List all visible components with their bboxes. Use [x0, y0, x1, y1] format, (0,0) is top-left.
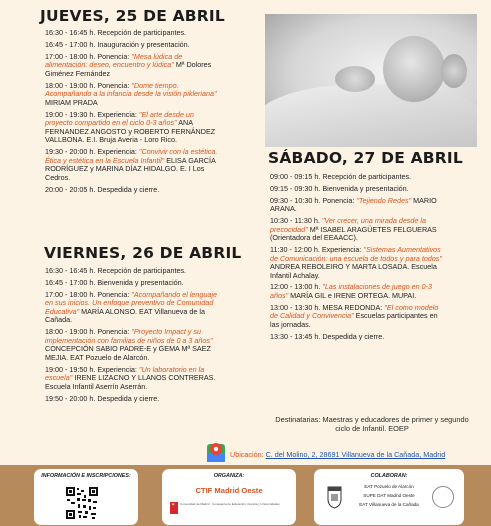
- location-label: Ubicación:: [230, 450, 264, 459]
- baby-photo: [265, 14, 477, 147]
- schedule-item: [45, 366, 222, 392]
- event-desc: Despedida y cierre.: [322, 331, 385, 341]
- event-title: "Sistemas Aumentativos de Comunicación: una escuela de todos y para todos": [270, 244, 442, 263]
- shield-icon: [326, 485, 343, 509]
- event-kind: Ponencia:: [97, 80, 130, 90]
- viernes-title: VIERNES, 26 DE ABRIL: [44, 244, 242, 262]
- info-box: [34, 469, 138, 525]
- event-desc: Recepción de participantes.: [97, 28, 187, 37]
- organiza-small-text: Comunidad de Madrid · Consejería de Educación, Ciencia y Universidades: [180, 502, 280, 506]
- event-desc: Mª ISABEL ARAGÜETES FELGUERAS (Orientadora del EEAACC).: [270, 224, 437, 243]
- schedule-item: [270, 304, 445, 330]
- event-kind: Ponencia:: [322, 195, 355, 205]
- colaborador-item: SUPE DAT Madrid Oeste: [363, 493, 415, 499]
- event-desc: Bienvenida y presentación.: [97, 277, 184, 287]
- event-desc: CONCEPCIÓN SABIO PADRE-E y GEMA Mª SAEZ MEJIA. EAT Pozuelo de Alarcón.: [45, 344, 211, 362]
- event-time: 09:00 - 09:15 h.: [270, 172, 321, 181]
- info-title: INFORMACIÓN E INSCRIPCIONES:: [41, 473, 131, 479]
- event-time: 19:00 - 19:30 h.: [45, 109, 96, 119]
- organiza-name: CTIF Madrid Oeste: [195, 486, 263, 495]
- event-time: 09:30 - 10:30 h.: [270, 195, 321, 205]
- event-time: 16:45 - 17:00 h.: [45, 39, 96, 49]
- event-desc: IRENE LIZACNO Y LLANOS CONTRERAS. Escuela Infantil Aserrín Aserrán.: [45, 373, 216, 391]
- event-desc: ELISA GARCÍA RODRÍGUEZ y MARINA DÍAZ HIDALGO. E. I Los Cedros.: [45, 155, 216, 182]
- event-desc: Despedida y cierre.: [97, 184, 160, 194]
- event-title: "Un laboratorio en la escuela": [45, 364, 205, 383]
- event-kind: Experiencia:: [97, 109, 137, 119]
- colaboran-title: COLABORAN:: [370, 473, 408, 479]
- schedule-item: [270, 197, 445, 214]
- schedule-item: [270, 283, 445, 300]
- schedule-item: [45, 29, 220, 38]
- event-desc: MARÍA GIL e IRENE ORTEGA. MUPAI.: [290, 291, 417, 301]
- qr-code-icon[interactable]: [65, 486, 99, 520]
- schedule-item: [45, 291, 222, 325]
- event-time: 17:00 - 18:00 h.: [45, 51, 96, 61]
- event-time: 19:30 - 20:00 h.: [45, 147, 96, 157]
- location-address-link[interactable]: C. del Molino, 2, 28691 Villanueva de la Cañada, Madrid: [265, 450, 446, 459]
- event-kind: Experiencia:: [97, 147, 137, 157]
- event-time: 16:30 - 16:45 h.: [45, 28, 96, 37]
- sabado-schedule: [270, 173, 445, 345]
- event-kind: Experiencia:: [321, 244, 362, 254]
- destinatarias-text: Destinatarias: Maestras y educadores de primer y segundo ciclo de Infantil. EOEP: [275, 415, 469, 433]
- schedule-item: [270, 217, 445, 243]
- schedule-item: [45, 53, 220, 79]
- event-kind: Ponencia:: [97, 51, 130, 61]
- schedule-item: [45, 267, 222, 276]
- colaborador-item: EAT Pozuelo de Alarcón: [364, 484, 414, 489]
- event-kind: Experiencia:: [97, 364, 137, 374]
- event-title: "Acompañando el lenguaje en sus inicios. Un enfoque preventivo de Comunidad Educativa": [45, 289, 217, 316]
- event-time: 13:30 - 13:45 h.: [270, 331, 321, 341]
- map-pin-icon: [206, 441, 226, 463]
- event-desc: Mª Dolores Giménez Fernández: [45, 60, 212, 78]
- event-title: "Proyecto Impact y su implementación con familias de niños de 0 a 3 años": [45, 327, 213, 345]
- colaboran-box: [314, 469, 464, 525]
- organiza-box: [162, 469, 296, 525]
- star-icon: ✶: [171, 502, 176, 508]
- event-desc: MARÍA ALONSO. EAT Villanueva de la Cañada.: [45, 306, 205, 325]
- event-time: 19:50 - 20:00 h.: [45, 393, 96, 403]
- schedule-item: [45, 41, 220, 50]
- jueves-title: JUEVES, 25 DE ABRIL: [40, 7, 225, 25]
- event-desc: ANDREA REBOLEIRO Y MARTA LOSADA. Escuela Infantil Achalay.: [270, 262, 437, 280]
- event-time: 09:15 - 09:30 h.: [270, 183, 321, 193]
- event-desc: Escuelas participantes en las jornadas.: [270, 311, 438, 330]
- footer: [0, 465, 491, 526]
- sabado-title: SÁBADO, 27 DE ABRIL: [268, 149, 463, 167]
- event-title: "El como modelo de Calidad y Convivencia": [270, 302, 439, 321]
- colaboran-list: [346, 482, 432, 510]
- event-desc: Despedida y cierre.: [97, 393, 160, 403]
- schedule-item: [45, 111, 220, 145]
- event-title: "Ver crecer, una mirada desde la precocidad": [270, 215, 426, 234]
- event-title: "Mesa lúdica de alimentación: deseo, encuentro y lúdica": [45, 51, 183, 70]
- event-kind: Ponencia:: [97, 327, 130, 337]
- event-desc: Recepción de participantes.: [322, 172, 412, 181]
- school-logo-icon: [432, 486, 454, 508]
- location: [206, 441, 480, 463]
- schedule-item: [45, 148, 220, 182]
- event-time: 12:00 - 13:00 h.: [270, 282, 321, 292]
- event-desc: Inauguración y presentación.: [97, 39, 190, 49]
- event-time: 13:00 - 13:30 h.: [270, 302, 321, 312]
- schedule-item: [45, 328, 222, 362]
- schedule-item: [45, 279, 222, 288]
- event-time: 16:45 - 17:00 h.: [45, 277, 96, 287]
- event-title: "Las instalaciones de juego en 0-3 años": [270, 282, 433, 301]
- event-desc: Recepción de participantes.: [97, 266, 187, 275]
- event-desc: MIRIAM PRADA: [45, 97, 98, 107]
- event-title: "Tejiendo Redes": [356, 195, 412, 205]
- event-kind: MESA REDONDA:: [322, 302, 383, 312]
- organiza-title: ORGANIZA:: [213, 473, 245, 479]
- schedule-item: [270, 246, 445, 280]
- event-time: 18:00 - 19:00 h.: [45, 80, 96, 90]
- event-time: 19:00 - 19:50 h.: [45, 364, 96, 374]
- event-title: "Convivir con la estética. Ética y estética en la Escuela Infantil": [45, 147, 218, 165]
- colaborador-item: EAT Villanueva de la Cañada: [359, 502, 419, 508]
- event-time: 18:00 - 19:00 h.: [45, 327, 96, 337]
- event-time: 17:00 - 18:00 h.: [45, 289, 96, 299]
- schedule-item: [45, 186, 220, 195]
- event-desc: MARIO ARANA.: [270, 195, 437, 214]
- event-title: "Dome tiempo. Acompañando a la infancia desde la visión pikleriana": [45, 80, 217, 99]
- event-time: 10:30 - 11:30 h.: [270, 215, 320, 225]
- schedule-item: [270, 333, 445, 342]
- viernes-schedule: [45, 267, 222, 406]
- event-time: 16:30 - 16:45 h.: [45, 266, 96, 275]
- schedule-item: [45, 395, 222, 404]
- event-title: "El arte desde un proyecto compartido en el ciclo 0-3 años": [45, 109, 194, 128]
- event-desc: Bienvenida y presentación.: [322, 183, 409, 193]
- schedule-item: [270, 185, 445, 194]
- jueves-schedule: [45, 29, 220, 197]
- schedule-item: [45, 82, 220, 108]
- event-time: 11:30 - 12:00 h.: [270, 244, 320, 254]
- event-kind: Ponencia:: [97, 289, 130, 299]
- event-desc: ANA FERNANDEZ ANGOSTO y ROBERTO FERNÁNDEZ VALLBONA. E.I. Bruja Averia - Loro Rico.: [45, 118, 216, 145]
- schedule-item: [270, 173, 445, 182]
- event-time: 20:00 - 20:05 h.: [45, 184, 96, 194]
